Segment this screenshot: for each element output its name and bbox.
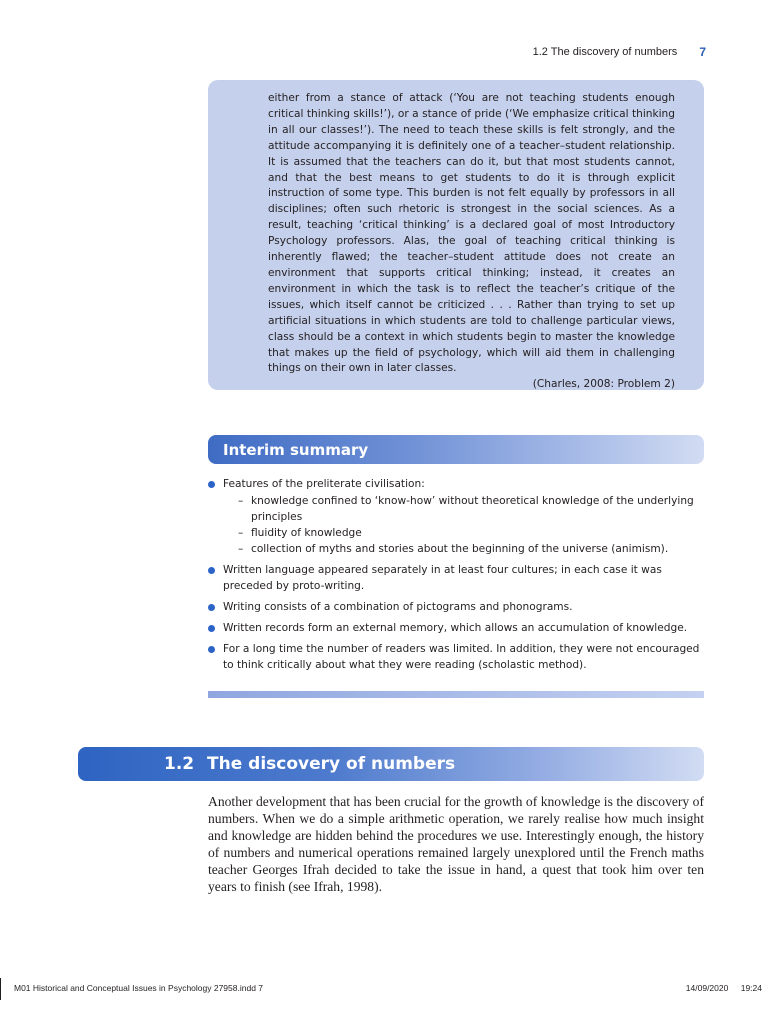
running-head [533,45,706,59]
summary-subitem [223,525,704,541]
body-paragraph: Another development that has been crucial for the growth of knowledge is the discovery of numbers. When we do a simple arithmetic operation, we rarely realise how much insight and knowledge are hidden behind the procedures we use. Interestingly enough, the history of numbers and numerical operations remained largely unexplored until the French maths teacher Georges Ifrah decided to take the issue in hand, a quest that took him over ten years to finish (see Ifrah, 1998). [208,794,704,894]
crop-mark [0,978,1,1000]
section-header [78,747,704,781]
quote-text: either from a stance of attack (‘You are not teaching students enough critical thinking skills!’), or a stance of pride (‘We emphasize critical thinking in all our classes!’). The need to teach these skills is felt strongly, and the attitude accompanying it is definitely one of a teacher–student relationship. It is assumed that the teachers can do it, but that most students cannot, and that the best means to get students to do it is through explicit instruction of some type. This burden is not felt equally by professors in all disciplines; often such rhetoric is strongest in the social sciences. As a result, teaching ‘critical thinking’ is a declared goal of most Introductory Psychology professors. Alas, the goal of teaching critical thinking is inherently flawed; the teacher–student attitude does not create an environment that supports critical thinking; instead, it creates an environment in which the task is to reflect the teacher’s critique of the issues, which itself cannot be criticized . . . Rather than trying to set up artificial situations in which students are told to challenge particular views, class should be a context in which students begin to master the knowledge that makes up the field of psychology, which will aid them in challenging things on their own in later classes. [268,92,675,375]
summary-subitem [223,541,704,557]
running-head-section: 1.2 The discovery of numbers [532,46,678,58]
interim-summary-heading: Interim summary [223,440,369,459]
interim-summary-header [208,435,704,464]
summary-bullet-text: Written records form an external memory, which allows an accumulation of knowledge. [223,622,688,634]
summary-bullet [208,476,704,557]
summary-bullet [208,620,704,636]
summary-subitem-text: collection of myths and stories about the beginning of the universe (animism). [251,543,669,555]
footer-timestamp [686,983,762,993]
summary-subitem-text: fluidity of knowledge [251,527,362,539]
summary-bullet [208,562,704,594]
interim-summary-list [208,476,704,678]
quote-box [208,80,704,390]
dash-marker: – [238,495,244,507]
footer-time: 19:24 [740,983,762,993]
summary-subitem [223,493,704,525]
summary-bullet-text: Features of the preliterate civilisation: [223,478,425,490]
footer-file-info: M01 Historical and Conceptual Issues in Psychology 27958.indd 7 [14,983,264,993]
quote-citation: (Charles, 2008: Problem 2) [532,378,675,391]
summary-subitem-text: knowledge confined to ‘know-how’ without theoretical knowledge of the underlying principles [251,495,694,523]
dash-marker: – [238,527,244,539]
footer-date: 14/09/2020 [685,983,729,993]
summary-bullet-text: For a long time the number of readers was limited. In addition, they were not encouraged to think critically about what they were reading (scholastic method). [223,643,700,671]
summary-sublist [223,493,704,557]
summary-bullet [208,641,704,673]
dash-marker: – [238,543,244,555]
summary-bottom-rule [208,691,704,698]
section-number: 1.2 [164,754,195,774]
summary-bullet-text: Writing consists of a combination of pictograms and phonograms. [223,601,573,613]
page-number: 7 [699,45,706,59]
summary-bullet [208,599,704,615]
summary-bullet-text: Written language appeared separately in at least four cultures; in each case it was preceded by proto-writing. [223,564,662,592]
section-title: The discovery of numbers [207,754,456,774]
